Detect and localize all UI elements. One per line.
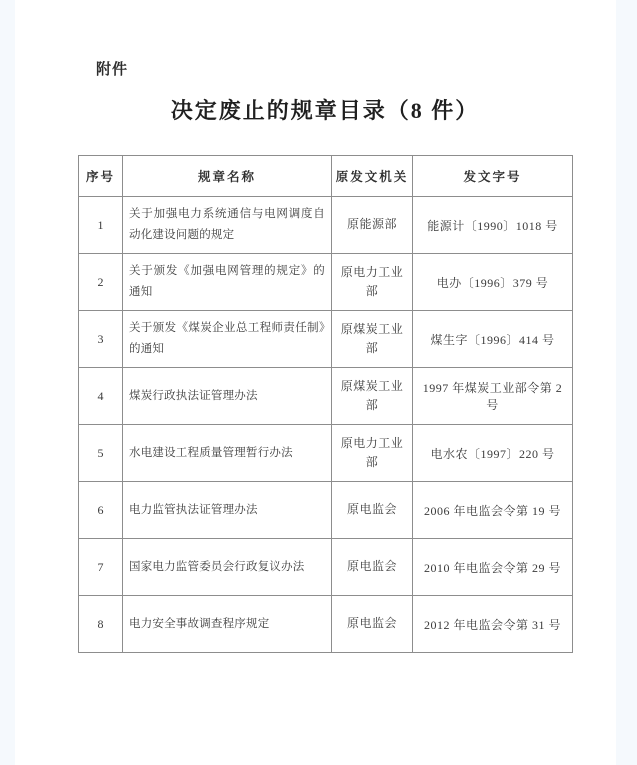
abolished-regulations-table xyxy=(78,155,573,653)
document-number-cell: 2012 年电监会令第 31 号 xyxy=(413,596,573,653)
document-number-cell: 2006 年电监会令第 19 号 xyxy=(413,482,573,539)
column-header-regulation-name: 规章名称 xyxy=(123,156,332,197)
serial-number-cell: 4 xyxy=(79,368,123,425)
table-row xyxy=(79,596,573,653)
regulation-name-cell: 煤炭行政执法证管理办法 xyxy=(123,368,332,425)
page-title: 决定废止的规章目录（8 件） xyxy=(170,98,480,123)
serial-number-cell: 1 xyxy=(79,197,123,254)
table-row xyxy=(79,425,573,482)
table-row xyxy=(79,482,573,539)
issuing-agency-cell: 原电监会 xyxy=(332,596,413,653)
issuing-agency-cell: 原煤炭工业部 xyxy=(332,368,413,425)
column-header-issuing-agency: 原发文机关 xyxy=(332,156,413,197)
serial-number-cell: 7 xyxy=(79,539,123,596)
serial-number-cell: 2 xyxy=(79,254,123,311)
attachment-label: 附件 xyxy=(96,62,129,78)
document-number-cell: 能源计〔1990〕1018 号 xyxy=(413,197,573,254)
regulation-name-cell: 国家电力监管委员会行政复议办法 xyxy=(123,539,332,596)
table-row xyxy=(79,539,573,596)
serial-number-cell: 3 xyxy=(79,311,123,368)
column-header-document-number: 发文字号 xyxy=(413,156,573,197)
table-header-row xyxy=(79,156,573,197)
right-margin-strip xyxy=(616,0,637,765)
regulation-name-cell: 电力安全事故调查程序规定 xyxy=(123,596,332,653)
issuing-agency-cell: 原电监会 xyxy=(332,482,413,539)
regulation-name-cell: 电力监管执法证管理办法 xyxy=(123,482,332,539)
serial-number-cell: 6 xyxy=(79,482,123,539)
regulation-name-cell: 关于颁发《煤炭企业总工程师责任制》的通知 xyxy=(123,311,332,368)
document-number-cell: 电水农〔1997〕220 号 xyxy=(413,425,573,482)
table-row xyxy=(79,311,573,368)
issuing-agency-cell: 原电监会 xyxy=(332,539,413,596)
document-number-cell: 2010 年电监会令第 29 号 xyxy=(413,539,573,596)
issuing-agency-cell: 原电力工业部 xyxy=(332,254,413,311)
document-number-cell: 煤生字〔1996〕414 号 xyxy=(413,311,573,368)
regulation-name-cell: 关于颁发《加强电网管理的规定》的通知 xyxy=(123,254,332,311)
regulation-name-cell: 水电建设工程质量管理暂行办法 xyxy=(123,425,332,482)
document-number-cell: 电办〔1996〕379 号 xyxy=(413,254,573,311)
issuing-agency-cell: 原电力工业部 xyxy=(332,425,413,482)
serial-number-cell: 5 xyxy=(79,425,123,482)
serial-number-cell: 8 xyxy=(79,596,123,653)
document-number-cell: 1997 年煤炭工业部令第 2 号 xyxy=(413,368,573,425)
table-row xyxy=(79,197,573,254)
table-row xyxy=(79,368,573,425)
issuing-agency-cell: 原煤炭工业部 xyxy=(332,311,413,368)
issuing-agency-cell: 原能源部 xyxy=(332,197,413,254)
table-row xyxy=(79,254,573,311)
column-header-serial-number: 序号 xyxy=(79,156,123,197)
left-margin-strip xyxy=(0,0,15,765)
regulation-name-cell: 关于加强电力系统通信与电网调度自动化建设问题的规定 xyxy=(123,197,332,254)
